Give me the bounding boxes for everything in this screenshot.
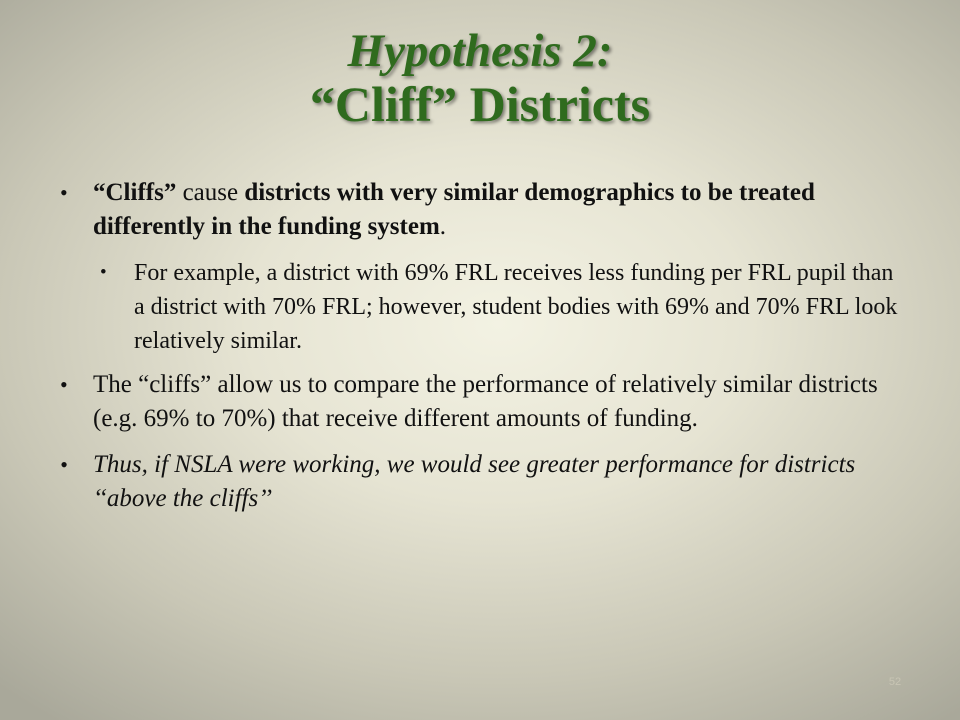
bullet-conclusion-text: Thus, if NSLA were working, we would see greater performance for districts ‘‘above the cliffs’’ (93, 451, 856, 512)
slide-number: 52 (888, 676, 902, 688)
slide-title (0, 25, 960, 132)
bullet-dot-icon: • (60, 452, 68, 477)
sub-bullet-example-text: For example, a district with 69% FRL receives less funding per FRL pupil than a district with 70% FRL; however, student bodies with 69% and 70% FRL look relatively similar. (134, 260, 898, 354)
bullet-item-cliffs (60, 176, 900, 244)
bullet-dot-icon: • (60, 180, 68, 205)
bullet-dot-icon: • (100, 262, 107, 283)
bullet-cliffs-period: . (439, 213, 447, 240)
bullet-dot-icon: • (60, 372, 68, 397)
bullet-cliffs-emphasis: districts with very similar demographics to be treated differently in the funding system (93, 179, 815, 240)
bullet-cliffs-verb: cause (176, 179, 245, 206)
bullet-cliffs-term: “Cliffs” (93, 179, 177, 206)
bullet-compare-text: The “cliffs” allow us to compare the performance of relatively similar districts (e.g. 69% to 70%) that receive different amounts of funding. (93, 371, 878, 432)
bullet-list (60, 176, 900, 516)
bullet-item-conclusion (60, 448, 900, 516)
title-line-2: “Cliff” Districts (309, 76, 651, 132)
bullet-item-compare (60, 368, 900, 436)
sub-bullet-example (100, 256, 900, 358)
title-line-1: Hypothesis 2: (347, 25, 613, 77)
